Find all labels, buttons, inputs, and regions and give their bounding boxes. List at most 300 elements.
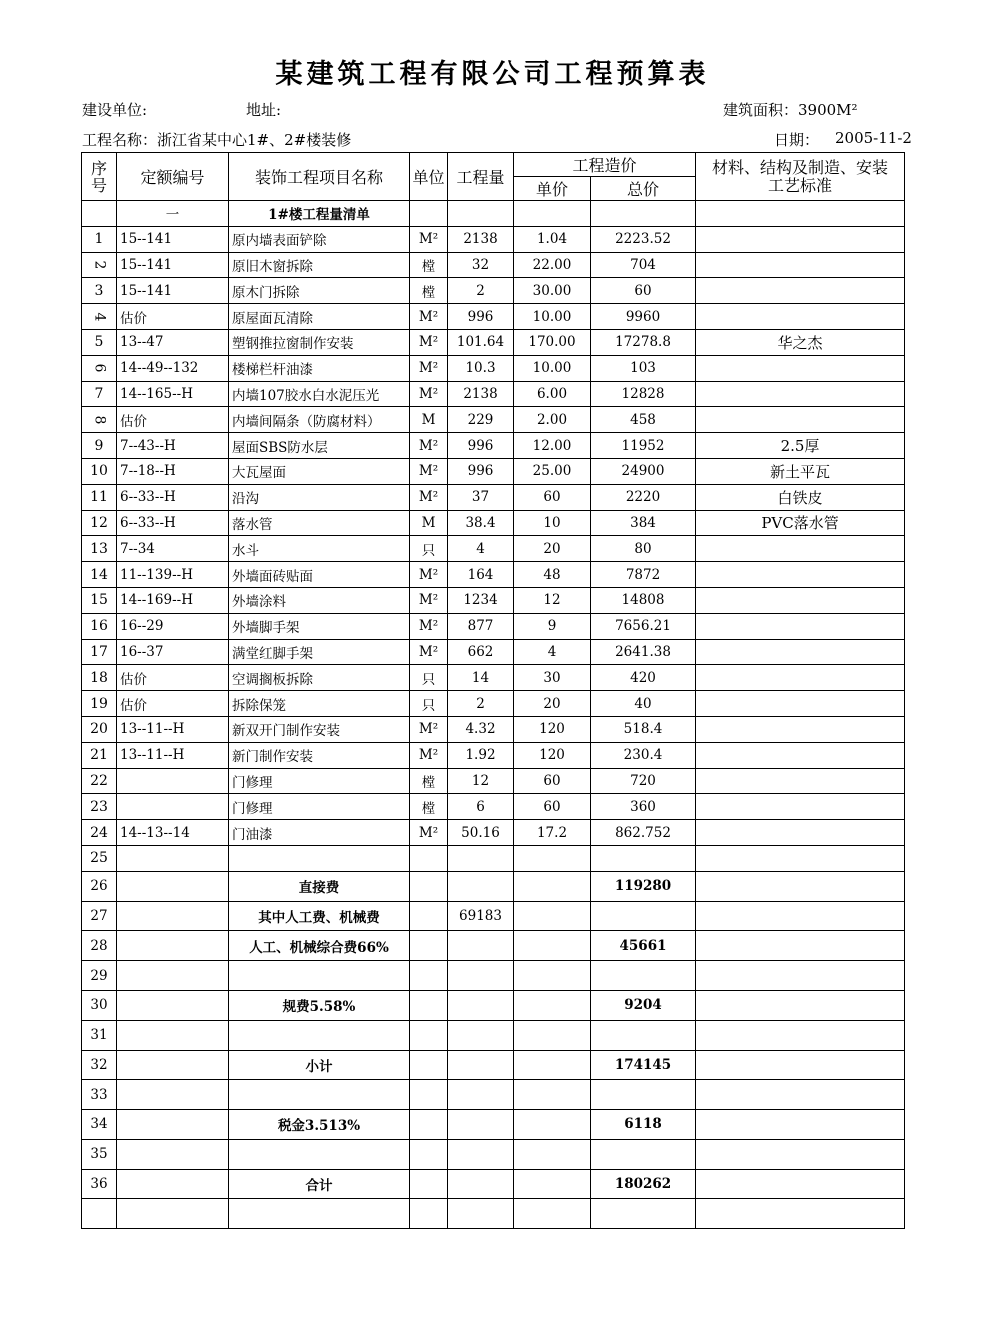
header-code: 定额编号 bbox=[117, 153, 229, 201]
cell-material bbox=[696, 613, 905, 639]
cell-code: 16--29 bbox=[117, 613, 229, 639]
cell-qty: 164 bbox=[448, 562, 514, 588]
cell-name: 其中人工费、机械费 bbox=[229, 901, 410, 931]
cell-name: 人工、机械综合费66% bbox=[229, 931, 410, 961]
seq-number: 10 bbox=[90, 463, 108, 480]
cell-total bbox=[591, 961, 696, 991]
summary-row bbox=[82, 901, 905, 931]
budget-table bbox=[81, 152, 905, 1229]
cell-seq bbox=[82, 510, 117, 536]
cell-total: 119280 bbox=[591, 871, 696, 901]
cell-material bbox=[696, 845, 905, 871]
seq-number: 9 bbox=[94, 437, 104, 454]
cell-qty: 229 bbox=[448, 407, 514, 433]
seq-number: 17 bbox=[90, 643, 108, 660]
summary-row bbox=[82, 1110, 905, 1140]
summary-row bbox=[82, 1020, 905, 1050]
cell-total: 9204 bbox=[591, 990, 696, 1020]
summary-row bbox=[82, 1199, 905, 1229]
cell-qty: 14 bbox=[448, 665, 514, 691]
table-row bbox=[82, 355, 905, 381]
cell-price: 9 bbox=[514, 613, 591, 639]
cell-seq bbox=[82, 381, 117, 407]
cell-price: 20 bbox=[514, 536, 591, 562]
cell-material bbox=[696, 355, 905, 381]
cell-seq: 27 bbox=[82, 901, 117, 931]
cell-name: 空调搁板拆除 bbox=[229, 665, 410, 691]
cell-material bbox=[696, 201, 905, 227]
cell-material bbox=[696, 931, 905, 961]
cell-unit: M² bbox=[410, 639, 448, 665]
seq-number: 7 bbox=[94, 385, 104, 402]
cell-material bbox=[696, 278, 905, 304]
cell-name: 新双开门制作安装 bbox=[229, 716, 410, 742]
cell-unit: M² bbox=[410, 304, 448, 330]
cell-total: 24900 bbox=[591, 458, 696, 484]
cell-seq: 33 bbox=[82, 1080, 117, 1110]
cell-unit bbox=[410, 931, 448, 961]
cell-name: 原屋面瓦清除 bbox=[229, 304, 410, 330]
cell-total bbox=[591, 845, 696, 871]
cell-code bbox=[117, 871, 229, 901]
header-material bbox=[696, 153, 905, 201]
cell-name bbox=[229, 961, 410, 991]
cell-code: 估价 bbox=[117, 691, 229, 717]
cell-material bbox=[696, 252, 905, 278]
table-row bbox=[82, 304, 905, 330]
cell-price: 170.00 bbox=[514, 329, 591, 355]
cell-qty bbox=[448, 845, 514, 871]
cell-code bbox=[117, 931, 229, 961]
cell-qty: 2 bbox=[448, 691, 514, 717]
table-row bbox=[82, 845, 905, 871]
cell-name: 大瓦屋面 bbox=[229, 458, 410, 484]
cell-total: 720 bbox=[591, 768, 696, 794]
cell-total: 704 bbox=[591, 252, 696, 278]
table-row bbox=[82, 381, 905, 407]
cell-name: 塑钢推拉窗制作安装 bbox=[229, 329, 410, 355]
cell-qty: 4.32 bbox=[448, 716, 514, 742]
cell-qty bbox=[448, 1020, 514, 1050]
cell-total: 60 bbox=[591, 278, 696, 304]
cell-seq: 34 bbox=[82, 1110, 117, 1140]
cell-seq: 26 bbox=[82, 871, 117, 901]
section-name: 1#楼工程量清单 bbox=[229, 201, 410, 227]
cell-qty: 6 bbox=[448, 794, 514, 820]
cell-total bbox=[591, 1199, 696, 1229]
cell-total: 12828 bbox=[591, 381, 696, 407]
cell-code: 13--11--H bbox=[117, 716, 229, 742]
cell-unit bbox=[410, 201, 448, 227]
cell-name: 内墙107胶水白水泥压光 bbox=[229, 381, 410, 407]
cell-material bbox=[696, 901, 905, 931]
cell-total: 862.752 bbox=[591, 820, 696, 846]
cell-material bbox=[696, 1080, 905, 1110]
cell-qty: 2 bbox=[448, 278, 514, 304]
cell-name bbox=[229, 1020, 410, 1050]
cell-seq bbox=[82, 407, 117, 433]
seq-number: 14 bbox=[90, 566, 108, 583]
cell-code: 14--169--H bbox=[117, 587, 229, 613]
cell-unit bbox=[410, 1020, 448, 1050]
cell-price: 25.00 bbox=[514, 458, 591, 484]
cell-code: 13--47 bbox=[117, 329, 229, 355]
cell-qty bbox=[448, 931, 514, 961]
cell-qty bbox=[448, 1080, 514, 1110]
cell-code bbox=[117, 1139, 229, 1169]
cell-price bbox=[514, 1020, 591, 1050]
seq-number: 3 bbox=[94, 282, 104, 299]
cell-seq bbox=[82, 845, 117, 871]
cell-price: 60 bbox=[514, 768, 591, 794]
seq-number: 24 bbox=[90, 824, 108, 841]
cell-material: 2.5厚 bbox=[696, 433, 905, 459]
table-row bbox=[82, 510, 905, 536]
cell-code: 估价 bbox=[117, 665, 229, 691]
cell-code: 14--165--H bbox=[117, 381, 229, 407]
cell-seq bbox=[82, 716, 117, 742]
cell-qty: 50.16 bbox=[448, 820, 514, 846]
section-row bbox=[82, 201, 905, 227]
cell-price bbox=[514, 201, 591, 227]
cell-seq bbox=[82, 458, 117, 484]
seq-number: 5 bbox=[94, 334, 104, 351]
cell-material bbox=[696, 587, 905, 613]
table-header bbox=[82, 153, 905, 201]
cell-unit: M² bbox=[410, 355, 448, 381]
cell-code bbox=[117, 794, 229, 820]
cell-total: 17278.8 bbox=[591, 329, 696, 355]
cell-name: 门修理 bbox=[229, 794, 410, 820]
cell-total: 384 bbox=[591, 510, 696, 536]
cell-code: 估价 bbox=[117, 304, 229, 330]
cell-qty: 37 bbox=[448, 484, 514, 510]
cell-material bbox=[696, 716, 905, 742]
cell-total: 174145 bbox=[591, 1050, 696, 1080]
cell-unit bbox=[410, 871, 448, 901]
cell-code bbox=[117, 1169, 229, 1199]
cell-material bbox=[696, 1139, 905, 1169]
table-row bbox=[82, 278, 905, 304]
cell-seq bbox=[82, 484, 117, 510]
cell-name: 拆除保笼 bbox=[229, 691, 410, 717]
cell-total: 45661 bbox=[591, 931, 696, 961]
cell-code bbox=[117, 1199, 229, 1229]
cell-code: 7--18--H bbox=[117, 458, 229, 484]
cell-qty bbox=[448, 201, 514, 227]
cell-total: 7872 bbox=[591, 562, 696, 588]
cell-seq bbox=[82, 536, 117, 562]
cell-unit: M² bbox=[410, 226, 448, 252]
cell-price: 6.00 bbox=[514, 381, 591, 407]
cell-code: 15--141 bbox=[117, 252, 229, 278]
seq-number: 20 bbox=[90, 721, 108, 738]
seq-number: 13 bbox=[90, 540, 108, 557]
cell-unit: M bbox=[410, 510, 448, 536]
cell-qty: 2138 bbox=[448, 226, 514, 252]
cell-qty bbox=[448, 1169, 514, 1199]
page-title: 某建筑工程有限公司工程预算表 bbox=[275, 59, 710, 90]
cell-qty: 4 bbox=[448, 536, 514, 562]
cell-unit: 樘 bbox=[410, 278, 448, 304]
table-row bbox=[82, 613, 905, 639]
seq-number: 21 bbox=[90, 747, 108, 764]
cell-name bbox=[229, 1139, 410, 1169]
cell-seq bbox=[82, 433, 117, 459]
cell-total: 2220 bbox=[591, 484, 696, 510]
cell-name: 楼梯栏杆油漆 bbox=[229, 355, 410, 381]
cell-price: 60 bbox=[514, 484, 591, 510]
cell-total bbox=[591, 201, 696, 227]
cell-material bbox=[696, 990, 905, 1020]
cell-unit: M² bbox=[410, 458, 448, 484]
cell-price bbox=[514, 871, 591, 901]
cell-code: 7--43--H bbox=[117, 433, 229, 459]
cell-name bbox=[229, 1199, 410, 1229]
cell-name: 外墙面砖贴面 bbox=[229, 562, 410, 588]
cell-seq: 36 bbox=[82, 1169, 117, 1199]
cell-qty bbox=[448, 990, 514, 1020]
header-cost: 工程造价 bbox=[514, 153, 696, 177]
seq-number: 15 bbox=[90, 592, 108, 609]
table-row bbox=[82, 226, 905, 252]
cell-price: 10 bbox=[514, 510, 591, 536]
cell-code bbox=[117, 845, 229, 871]
cell-seq: 32 bbox=[82, 1050, 117, 1080]
cell-material bbox=[696, 407, 905, 433]
cell-price bbox=[514, 931, 591, 961]
seq-number: 6 bbox=[90, 363, 107, 373]
project-name: 工程名称：浙江省某中心1#、2#楼装修 bbox=[82, 131, 352, 149]
header-total: 总价 bbox=[591, 177, 696, 201]
seq-number: 4 bbox=[90, 312, 107, 322]
seq-number: 25 bbox=[90, 850, 108, 867]
cell-price bbox=[514, 1080, 591, 1110]
cell-unit bbox=[410, 1050, 448, 1080]
cell-price: 10.00 bbox=[514, 304, 591, 330]
seq-number: 23 bbox=[90, 798, 108, 815]
cell-qty: 996 bbox=[448, 304, 514, 330]
cell-material: 白铁皮 bbox=[696, 484, 905, 510]
cell-seq: 28 bbox=[82, 931, 117, 961]
cell-qty: 877 bbox=[448, 613, 514, 639]
cell-material bbox=[696, 794, 905, 820]
cell-price: 120 bbox=[514, 716, 591, 742]
cell-unit: 只 bbox=[410, 691, 448, 717]
cell-code bbox=[117, 1080, 229, 1110]
cell-total: 458 bbox=[591, 407, 696, 433]
cell-price bbox=[514, 961, 591, 991]
cell-seq bbox=[82, 201, 117, 227]
cell-material: 新土平瓦 bbox=[696, 458, 905, 484]
cell-price: 60 bbox=[514, 794, 591, 820]
table-row bbox=[82, 407, 905, 433]
cell-material bbox=[696, 226, 905, 252]
seq-number: 2 bbox=[90, 260, 107, 270]
cell-unit bbox=[410, 1169, 448, 1199]
cell-material bbox=[696, 562, 905, 588]
cell-price: 4 bbox=[514, 639, 591, 665]
cell-price: 12 bbox=[514, 587, 591, 613]
cell-seq bbox=[82, 252, 117, 278]
cell-qty: 10.3 bbox=[448, 355, 514, 381]
cell-material bbox=[696, 768, 905, 794]
cell-total: 518.4 bbox=[591, 716, 696, 742]
cell-code: 11--139--H bbox=[117, 562, 229, 588]
cell-price: 1.04 bbox=[514, 226, 591, 252]
cell-seq bbox=[82, 1199, 117, 1229]
table-row bbox=[82, 820, 905, 846]
cell-qty: 662 bbox=[448, 639, 514, 665]
cell-total: 11952 bbox=[591, 433, 696, 459]
cell-qty: 12 bbox=[448, 768, 514, 794]
seq-number: 19 bbox=[90, 695, 108, 712]
cell-code: 6--33--H bbox=[117, 510, 229, 536]
cell-qty: 101.64 bbox=[448, 329, 514, 355]
seq-number: 12 bbox=[90, 514, 108, 531]
building-area: 建筑面积：3900M² bbox=[723, 101, 858, 119]
cell-code: 16--37 bbox=[117, 639, 229, 665]
cell-unit: M² bbox=[410, 587, 448, 613]
cell-name: 内墙间隔条（防腐材料） bbox=[229, 407, 410, 433]
summary-row bbox=[82, 931, 905, 961]
cell-unit: M² bbox=[410, 381, 448, 407]
table-row bbox=[82, 691, 905, 717]
section-code: 一 bbox=[117, 201, 229, 227]
header-unit: 单位 bbox=[410, 153, 448, 201]
cell-total: 180262 bbox=[591, 1169, 696, 1199]
cell-seq bbox=[82, 329, 117, 355]
table-row bbox=[82, 329, 905, 355]
cell-name: 外墙脚手架 bbox=[229, 613, 410, 639]
cell-qty: 69183 bbox=[448, 901, 514, 931]
cell-total bbox=[591, 1139, 696, 1169]
cell-total: 230.4 bbox=[591, 742, 696, 768]
cell-code bbox=[117, 1020, 229, 1050]
header-qty: 工程量 bbox=[448, 153, 514, 201]
client-label: 建设单位: bbox=[82, 101, 148, 119]
cell-name: 规费5.58% bbox=[229, 990, 410, 1020]
cell-total: 2641.38 bbox=[591, 639, 696, 665]
cell-unit bbox=[410, 1110, 448, 1140]
cell-price: 17.2 bbox=[514, 820, 591, 846]
cell-seq bbox=[82, 613, 117, 639]
cell-price bbox=[514, 1199, 591, 1229]
summary-row bbox=[82, 961, 905, 991]
cell-total: 420 bbox=[591, 665, 696, 691]
cell-total: 360 bbox=[591, 794, 696, 820]
cell-total bbox=[591, 901, 696, 931]
cell-qty: 996 bbox=[448, 433, 514, 459]
cell-unit: M² bbox=[410, 820, 448, 846]
cell-unit: 樘 bbox=[410, 768, 448, 794]
cell-unit bbox=[410, 845, 448, 871]
cell-code: 15--141 bbox=[117, 278, 229, 304]
cell-price bbox=[514, 990, 591, 1020]
cell-price: 12.00 bbox=[514, 433, 591, 459]
cell-unit bbox=[410, 901, 448, 931]
cell-seq bbox=[82, 355, 117, 381]
cell-price: 2.00 bbox=[514, 407, 591, 433]
cell-price: 22.00 bbox=[514, 252, 591, 278]
cell-code bbox=[117, 961, 229, 991]
cell-name: 满堂红脚手架 bbox=[229, 639, 410, 665]
cell-material bbox=[696, 1110, 905, 1140]
header-material-line1: 材料、结构及制造、安装 bbox=[712, 157, 889, 177]
cell-code: 14--49--132 bbox=[117, 355, 229, 381]
table-row bbox=[82, 536, 905, 562]
cell-material bbox=[696, 639, 905, 665]
cell-material bbox=[696, 1169, 905, 1199]
table-row bbox=[82, 433, 905, 459]
table-row bbox=[82, 587, 905, 613]
cell-unit: M² bbox=[410, 742, 448, 768]
cell-seq: 31 bbox=[82, 1020, 117, 1050]
cell-material bbox=[696, 691, 905, 717]
header-seq: 序号 bbox=[82, 153, 117, 201]
cell-unit: 樘 bbox=[410, 794, 448, 820]
cell-name: 合计 bbox=[229, 1169, 410, 1199]
cell-price: 48 bbox=[514, 562, 591, 588]
cell-seq: 35 bbox=[82, 1139, 117, 1169]
cell-name: 门油漆 bbox=[229, 820, 410, 846]
table-row bbox=[82, 742, 905, 768]
cell-seq: 30 bbox=[82, 990, 117, 1020]
cell-name: 外墙涂料 bbox=[229, 587, 410, 613]
cell-price: 30 bbox=[514, 665, 591, 691]
table-row bbox=[82, 716, 905, 742]
cell-unit: 樘 bbox=[410, 252, 448, 278]
summary-row bbox=[82, 1080, 905, 1110]
cell-total: 9960 bbox=[591, 304, 696, 330]
summary-row bbox=[82, 1139, 905, 1169]
cell-material bbox=[696, 871, 905, 901]
cell-unit bbox=[410, 990, 448, 1020]
cell-seq bbox=[82, 304, 117, 330]
cell-material: 华之杰 bbox=[696, 329, 905, 355]
cell-code: 7--34 bbox=[117, 536, 229, 562]
cell-name bbox=[229, 845, 410, 871]
seq-number: 18 bbox=[90, 669, 108, 686]
cell-name: 原旧木窗拆除 bbox=[229, 252, 410, 278]
cell-unit: M² bbox=[410, 716, 448, 742]
cell-name bbox=[229, 1080, 410, 1110]
cell-code bbox=[117, 1110, 229, 1140]
cell-qty bbox=[448, 1199, 514, 1229]
cell-qty bbox=[448, 1110, 514, 1140]
cell-total: 14808 bbox=[591, 587, 696, 613]
cell-total: 103 bbox=[591, 355, 696, 381]
cell-code bbox=[117, 990, 229, 1020]
cell-unit: 只 bbox=[410, 665, 448, 691]
cell-material bbox=[696, 665, 905, 691]
cell-qty: 32 bbox=[448, 252, 514, 278]
seq-number: 8 bbox=[90, 415, 107, 425]
address-label: 地址: bbox=[246, 101, 282, 119]
cell-price bbox=[514, 1050, 591, 1080]
cell-name: 门修理 bbox=[229, 768, 410, 794]
table-row bbox=[82, 639, 905, 665]
cell-seq bbox=[82, 639, 117, 665]
cell-seq bbox=[82, 278, 117, 304]
cell-unit bbox=[410, 961, 448, 991]
cell-qty bbox=[448, 871, 514, 901]
header-material-line2: 工艺标准 bbox=[768, 175, 833, 195]
cell-price: 120 bbox=[514, 742, 591, 768]
cell-name: 原木门拆除 bbox=[229, 278, 410, 304]
cell-seq bbox=[82, 587, 117, 613]
seq-number: 1 bbox=[94, 231, 104, 248]
